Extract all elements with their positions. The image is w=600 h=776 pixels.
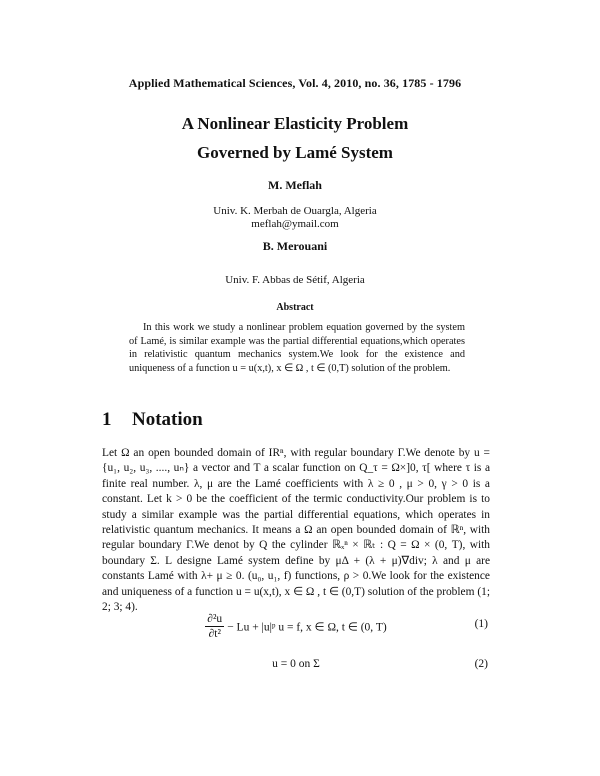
section-body-paragraph: Let Ω an open bounded domain of IRⁿ, with regular boundary Γ.We denote by u = {u₁, u₂, u₃, ...., uₙ} a vector and T a scalar function on Q_τ = Ω×]0, τ[ where τ is a finite real number. λ, μ are the Lamé coefficients with λ ≥ 0 , μ > 0, γ > 0 is a constant. Let k > 0 be the coefficient of the termic conductivity.Our problem is to study a similar example was the partial differential equations, which operates in relativistic quantum mechanics. It means a Ω an open bounded domain of ℝⁿ, with regular boundary Γ.We denot by Q the cylinder ℝₓⁿ × ℝₜ : Q = Ω × (0, T), with boundary Σ. L designe Lamé system define by μΔ + (λ + μ)∇div; λ and μ are constants Lamé with λ+ μ ≥ 0. (u₀, u₁, f) functions, ρ > 0.We look for the existence and uniqueness of a function u = u(x,t), x ∈ Ω , t ∈ (0,T) solution of the problem (1; 2; 3; 4). <box>102 447 490 614</box>
equation-1-numerator: ∂²u <box>207 613 223 625</box>
equation-1-number: (1) <box>474 618 488 630</box>
equation-2-expression: u = 0 on Σ <box>272 658 320 670</box>
paper-title-line-1: A Nonlinear Elasticity Problem <box>181 114 409 133</box>
section-title: Notation <box>132 409 203 430</box>
equation-1-fraction <box>205 612 224 641</box>
paper-title-line-2: Governed by Lamé System <box>197 143 393 162</box>
equation-2 <box>102 658 490 676</box>
section-number: 1 <box>102 409 112 430</box>
author-1-email: meflah@ymail.com <box>251 218 339 230</box>
abstract-heading: Abstract <box>276 302 314 313</box>
journal-header: Applied Mathematical Sciences, Vol. 4, 2010, no. 36, 1785 - 1796 <box>128 76 462 90</box>
equation-2-number: (2) <box>474 658 488 670</box>
author-1-name: M. Meflah <box>268 178 322 192</box>
equation-1-expression <box>102 612 490 641</box>
author-1-affiliation-block <box>0 205 590 231</box>
abstract-text: In this work we study a nonlinear problem equation governed by the system of Lamé, is similar example was the partial differential equations,which operates in relativistic quantum mechanics system.We look for the existence and uniqueness of a function u = u(x,t), x ∈ Ω , t ∈ (0,T) solution of the problem. <box>129 322 465 374</box>
equation-1-rest: − Lu + |u|ᵖ u = f, x ∈ Ω, t ∈ (0, T) <box>227 621 387 634</box>
equation-1 <box>102 608 490 642</box>
section-heading <box>102 409 203 431</box>
author-2-affiliation: Univ. F. Abbas de Sétif, Algeria <box>225 274 365 286</box>
author-2-name: B. Merouani <box>262 239 328 253</box>
equation-1-denominator: ∂t² <box>208 628 221 640</box>
author-1-affiliation: Univ. K. Merbah de Ouargla, Algeria <box>213 205 377 217</box>
